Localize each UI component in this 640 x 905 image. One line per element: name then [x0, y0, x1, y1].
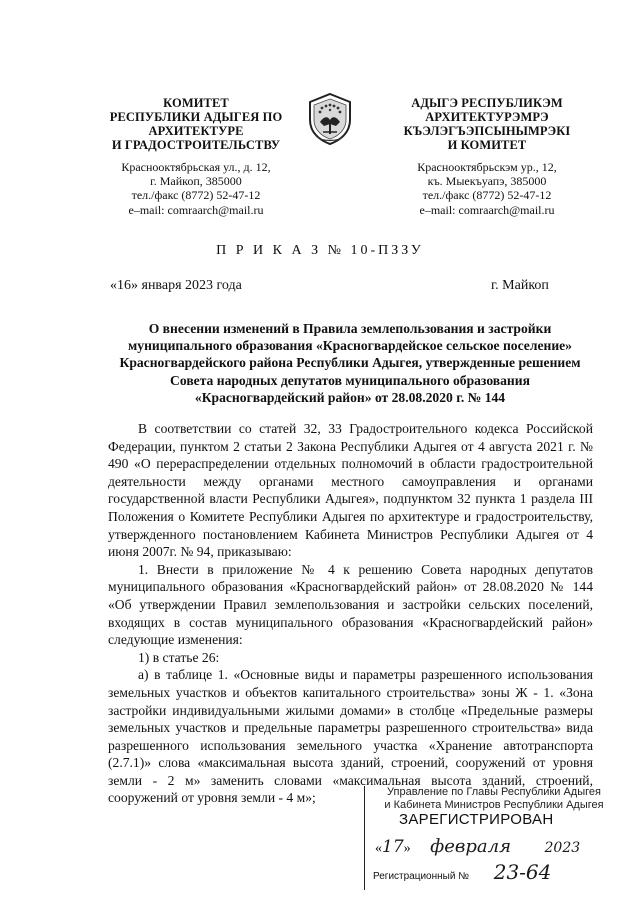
- header-right: [392, 96, 582, 217]
- order-title: П Р И К А З № 10-ПЗЗУ: [216, 243, 424, 258]
- address-line: къ. Мыекъуапэ, 385000: [427, 174, 547, 189]
- document-heading: О внесении изменений в Правила землепользования и застройки муниципального образования «Красногвардейское сельское поселение» Красногвардейского района Республики Адыгея, утвержденные решением Совета народных депутатов муниципального образования «Красногвардейский район» от 28.08.2020 г. № 144: [119, 321, 581, 405]
- coat-of-arms-icon: [306, 92, 354, 146]
- email-line: e–mail: comraarch@mail.ru: [128, 202, 264, 217]
- stamp-registered-label: ЗАРЕГИСТРИРОВАН: [399, 811, 554, 828]
- committee-address-adyghe: [392, 160, 582, 217]
- address-line: Краснооктябрьскэм ур., 12,: [417, 160, 557, 174]
- email-line: e–mail: comraarch@mail.ru: [419, 202, 555, 217]
- order-date: «16» января 2023 года: [110, 278, 242, 293]
- stamp-month: февраля: [430, 836, 511, 857]
- registration-stamp: [364, 786, 609, 890]
- address-line: Краснооктябрьская ул., д. 12,: [121, 160, 271, 174]
- order-city: г. Майкоп: [491, 278, 549, 293]
- body-paragraph-subitem-a: а) в таблице 1. «Основные виды и параметры разрешенного использования земельных участков и объектов капитального строительства» зоны Ж - 1. «Зона застройки индивидуальными жилыми домами» в столбце «Предельные размеры земельных участков и предельные параметры разрешенного строительства» вида разрешенного использования земельного участка «Хранение автотранспорта (2.7.1)» слова «максимальная высота зданий, строений, сооружений от уровня земли - 2 м» заменить словами «максимальная высота зданий, строений, сооружений от уровня земли - 4 м»;: [108, 667, 593, 806]
- body-paragraph-preamble: В соответствии со статей 32, 33 Градостроительного кодекса Российской Федерации, пунктом 2 статьи 2 Закона Республики Адыгея от 4 августа 2021 г. № 490 «О перераспределении отдельных полномочий в области градостроительной деятельности между органами местного самоуправления и органами государственной власти Республики Адыгея», подпунктом 32 пункта 1 раздела III Положения о Комитете Республики Адыгея по архитектуре и градостроительству, утвержденного постановлением Кабинета Министров Республики Адыгея от 4 июня 2007г. № 94, приказываю:: [108, 421, 593, 560]
- phone-line: тел./факс (8772) 52-47-12: [422, 188, 552, 203]
- committee-address-russian: [96, 160, 296, 217]
- stamp-registration-row: [373, 860, 551, 884]
- body-paragraph-subitem-1: 1) в статье 26:: [138, 649, 220, 665]
- stamp-reg-number: 23-64: [493, 860, 552, 884]
- committee-title-russian: КОМИТЕТ РЕСПУБЛИКИ АДЫГЕЯ ПО АРХИТЕКТУРЕ И ГРАДОСТРОИТЕЛЬСТВУ: [109, 96, 283, 152]
- stamp-year: 2023: [544, 840, 581, 856]
- stamp-date: [375, 836, 603, 857]
- body-paragraph-item-1: 1. Внести в приложение № 4 к решению Совета народных депутатов муниципального образования «Красногвардейский район» от 28.08.2020 № 144 «Об утверждении Правил землепользования и застройки сельских поселений, входящих в состав муниципального образования «Красногвардейский район» следующие изменения:: [108, 561, 593, 648]
- committee-title-adyghe: АДЫГЭ РЕСПУБЛИКЭМ АРХИТЕКТУРЭМРЭ КЪЭЛЭГЪЭПСЫНЫМРЭКІ И КОМИТЕТ: [403, 96, 571, 152]
- stamp-quote-close: »: [403, 841, 411, 856]
- stamp-reg-label: Регистрационный №: [373, 871, 469, 882]
- document-body: [108, 420, 593, 807]
- stamp-header: Управление по Главы Республики Адыгея и Кабинета Министров Республики Адыгея: [384, 786, 604, 811]
- address-line: г. Майкоп, 385000: [150, 174, 242, 189]
- stamp-quote-open: «: [375, 841, 382, 856]
- header-left: [96, 96, 296, 217]
- phone-line: тел./факс (8772) 52-47-12: [131, 188, 261, 203]
- stamp-day: 17: [382, 837, 404, 857]
